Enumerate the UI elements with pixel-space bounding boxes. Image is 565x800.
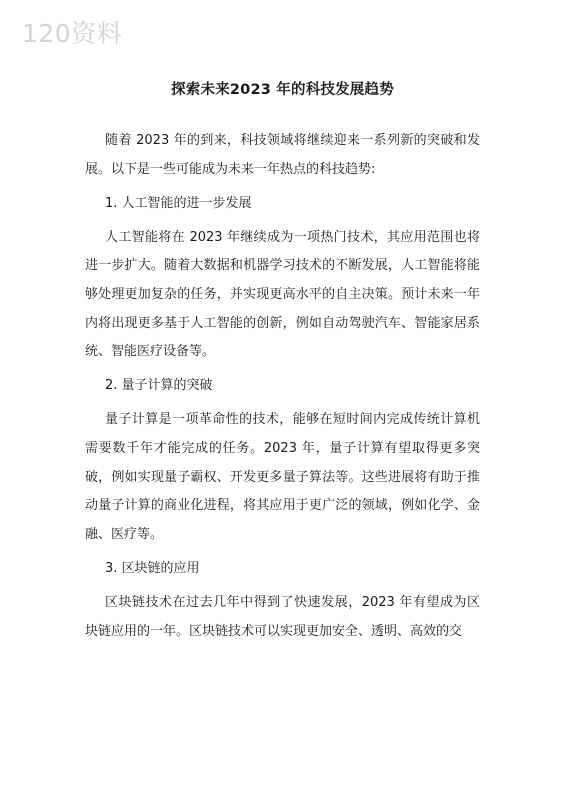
section-paragraph-ai: 人工智能将在 2023 年继续成为一项热门技术，其应用范围也将进一步扩大。随着大数据和机器学习技术的不断发展，人工智能将能够处理更加复杂的任务，并实现更高水平的自主决策。预计未来一年内将出现更多基于人工智能的创新，例如自动驾驶汽车、智能家居系统、智能医疗设备等。 [85, 229, 480, 360]
section-paragraph-blockchain: 区块链技术在过去几年中得到了快速发展，2023 年有望成为区块链应用的一年。区块链技术可以实现更加安全、透明、高效的交 [85, 594, 480, 639]
watermark-logo: 120资料 [22, 19, 123, 48]
section-heading-blockchain: 3. 区块链的应用 [105, 560, 200, 576]
document-title: 探索未来2023 年的科技发展趋势 [171, 82, 394, 98]
section-heading-quantum: 2. 量子计算的突破 [105, 378, 213, 394]
document-body [85, 127, 480, 652]
section-paragraph-quantum: 量子计算是一项革命性的技术，能够在短时间内完成传统计算机需要数千年才能完成的任务。2023 年，量子计算有望取得更多突破，例如实现量子霸权、开发更多量子算法等。这些进展将有助于推动量子计算的商业化进程，将其应用于更广泛的领域，例如化学、金融、医疗等。 [85, 412, 480, 542]
section-heading-ai: 1. 人工智能的进一步发展 [105, 195, 252, 211]
intro-paragraph: 随着 2023 年的到来，科技领域将继续迎来一系列新的突破和发展。以下是一些可能成为未来一年热点的科技趋势: [85, 133, 480, 177]
